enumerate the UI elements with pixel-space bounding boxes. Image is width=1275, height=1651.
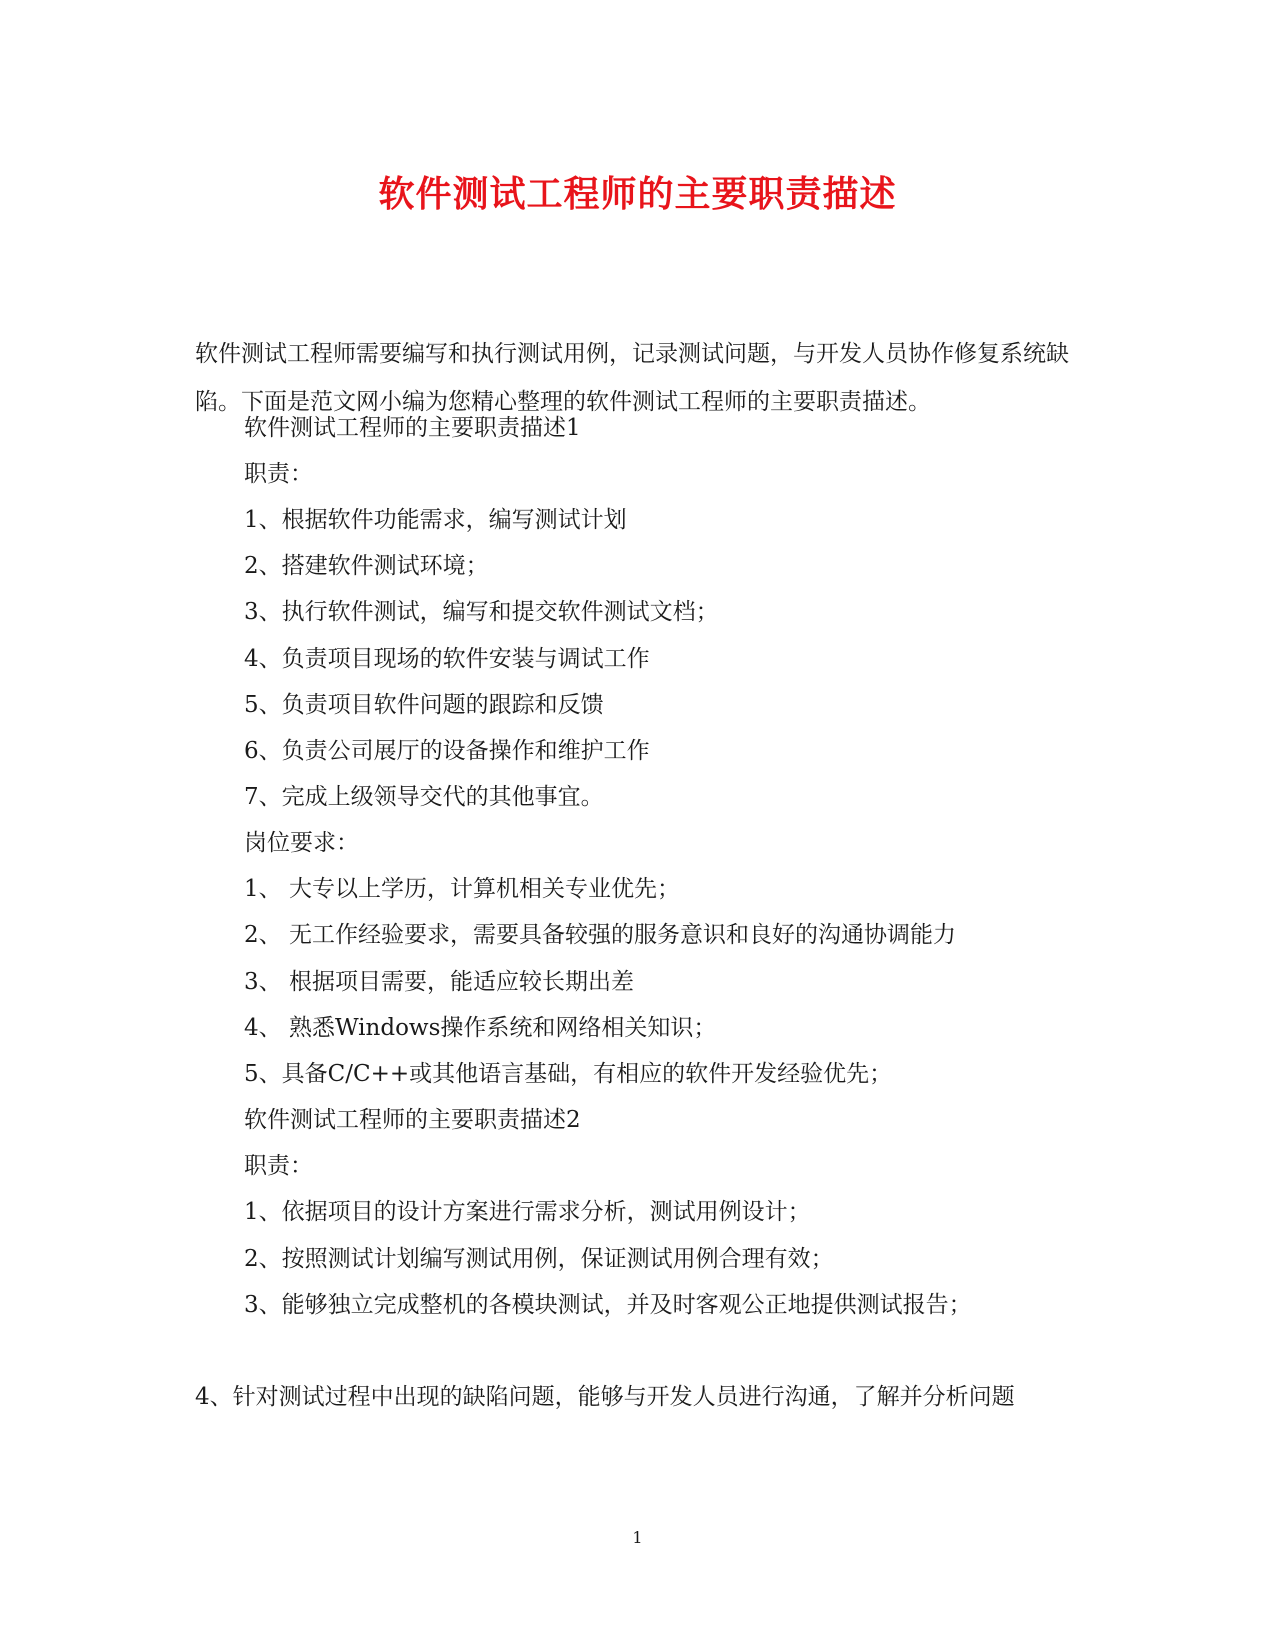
- page-number: 1: [632, 1528, 643, 1547]
- duty-item: 4、负责项目现场的软件安装与调试工作: [244, 646, 650, 672]
- requirement-item: 3、 根据项目需要，能适应较长期出差: [244, 969, 634, 995]
- requirement-item: 1、 大专以上学历，计算机相关专业优先；: [244, 876, 680, 902]
- duty-item: 1、根据软件功能需求，编写测试计划: [244, 507, 627, 533]
- duty-item: 6、负责公司展厅的设备操作和维护工作: [244, 738, 650, 764]
- section-heading-2: 软件测试工程师的主要职责描述2: [244, 1107, 581, 1133]
- duties-label-1: 职责：: [244, 461, 313, 487]
- duty-item: 3、执行软件测试，编写和提交软件测试文档；: [244, 599, 719, 625]
- duties-label-2: 职责：: [244, 1153, 313, 1179]
- duty-item: 1、依据项目的设计方案进行需求分析，测试用例设计；: [244, 1199, 811, 1225]
- duty-item: 5、负责项目软件问题的跟踪和反馈: [244, 692, 604, 718]
- duty-item: 2、按照测试计划编写测试用例，保证测试用例合理有效；: [244, 1246, 834, 1272]
- requirement-item: 2、 无工作经验要求，需要具备较强的服务意识和良好的沟通协调能力: [244, 922, 956, 948]
- duty-item: 3、能够独立完成整机的各模块测试，并及时客观公正地提供测试报告；: [244, 1292, 972, 1318]
- requirement-item: 5、具备C/C++或其他语言基础，有相应的软件开发经验优先；: [244, 1061, 893, 1087]
- intro-paragraph: 软件测试工程师需要编写和执行测试用例，记录测试问题，与开发人员协作修复系统缺陷。下面是范文网小编为您精心整理的软件测试工程师的主要职责描述。: [195, 341, 1069, 415]
- duty-item: 2、搭建软件测试环境；: [244, 553, 489, 579]
- duty-item: 7、完成上级领导交代的其他事宜。: [244, 784, 604, 810]
- duty-item: 4、针对测试过程中出现的缺陷问题，能够与开发人员进行沟通，了解并分析问题: [195, 1384, 1015, 1410]
- requirements-label: 岗位要求：: [244, 830, 359, 856]
- document-title: 软件测试工程师的主要职责描述: [378, 173, 897, 215]
- section-heading-1: 软件测试工程师的主要职责描述1: [244, 415, 581, 441]
- requirement-item: 4、 熟悉Windows操作系统和网络相关知识；: [244, 1015, 717, 1041]
